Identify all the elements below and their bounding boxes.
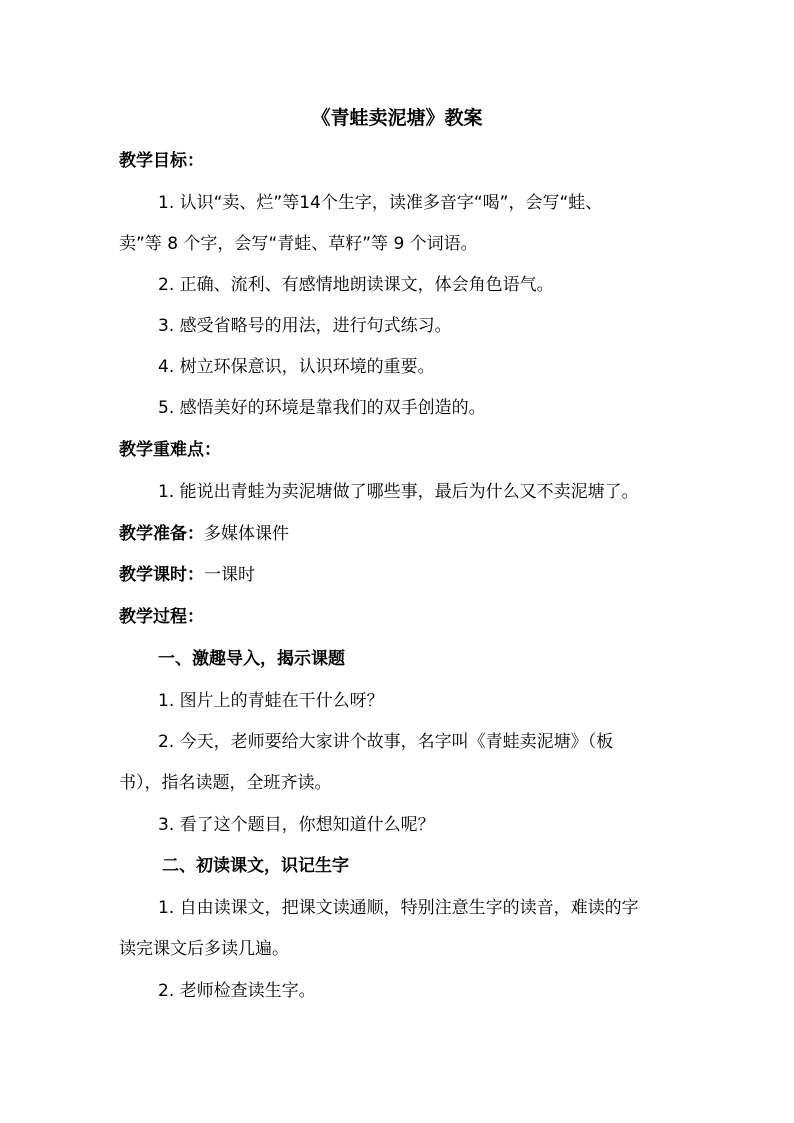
key-points-heading: 教学重难点： xyxy=(119,440,221,460)
objective-item-continued: 卖”等 8 个字，会写“青蛙、草籽”等 9 个词语。 xyxy=(119,234,478,254)
duration-label: 教学课时： xyxy=(119,565,204,585)
process-line-continued: 书），指名读题，全班齐读。 xyxy=(119,773,332,793)
objective-item: 5. 感悟美好的环境是靠我们的双手创造的。 xyxy=(158,398,486,418)
objective-item: 1. 认识“卖、烂”等14个生字，读准多音字“喝”，会写“蛙、 xyxy=(158,193,603,213)
objective-item: 4. 树立环保意识，认识环境的重要。 xyxy=(158,357,435,377)
duration-value: 一课时 xyxy=(204,565,255,585)
process-line: 1. 自由读课文，把课文读通顺，特别注意生字的读音，难读的字 xyxy=(158,898,639,918)
preparation-row xyxy=(119,521,289,547)
objective-item: 2. 正确、流利、有感情地朗读课文，体会角色语气。 xyxy=(158,275,554,295)
preparation-value: 多媒体课件 xyxy=(204,524,289,544)
preparation-label: 教学准备： xyxy=(119,524,204,544)
document-title: 《青蛙卖泥塘》教案 xyxy=(311,107,483,129)
process-heading: 教学过程： xyxy=(119,607,204,627)
process-line-continued: 读完课文后多读几遍。 xyxy=(119,939,289,959)
process-section-title: 二、初读课文，识记生字 xyxy=(162,856,349,876)
process-line: 2. 老师检查读生字。 xyxy=(158,981,316,1001)
objectives-heading: 教学目标： xyxy=(119,151,204,171)
key-point-item: 1. 能说出青蛙为卖泥塘做了哪些事，最后为什么又不卖泥塘了。 xyxy=(158,482,639,502)
process-line: 3. 看了这个题目，你想知道什么呢？ xyxy=(158,815,435,835)
process-section-title: 一、激趣导入，揭示课题 xyxy=(158,649,345,669)
process-line: 2. 今天，老师要给大家讲个故事，名字叫《青蛙卖泥塘》（板 xyxy=(158,732,614,752)
duration-row xyxy=(119,562,255,588)
objective-item: 3. 感受省略号的用法，进行句式练习。 xyxy=(158,316,452,336)
process-line: 1. 图片上的青蛙在干什么呀？ xyxy=(158,691,384,711)
